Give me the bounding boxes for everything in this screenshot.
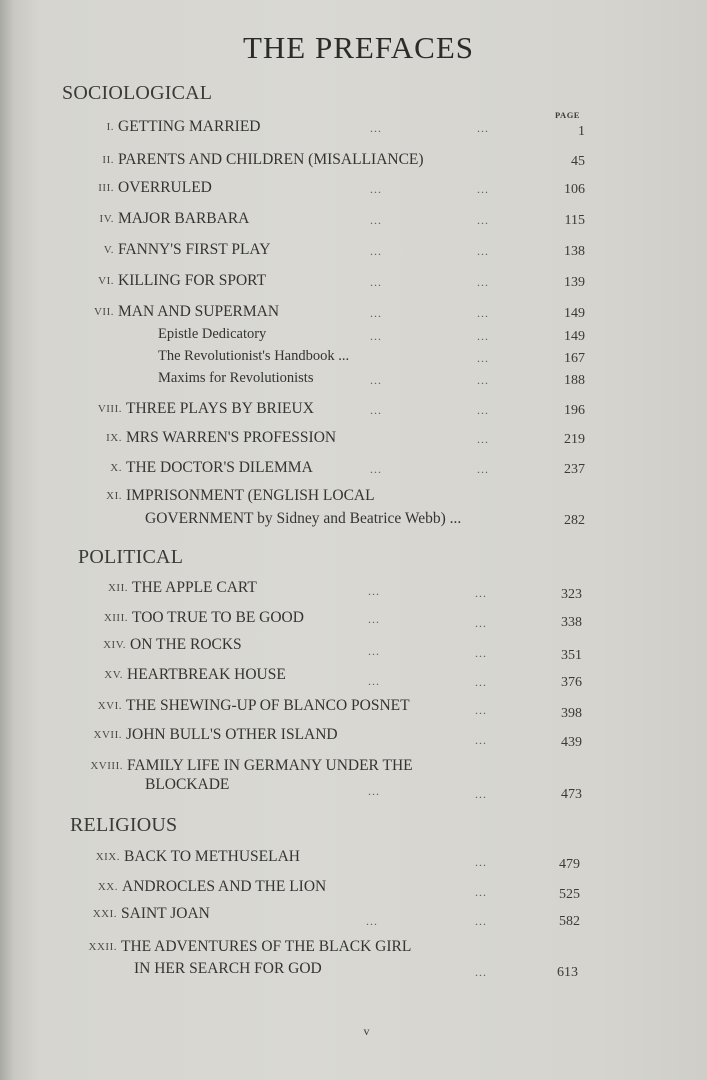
entry-numeral: III. xyxy=(98,182,114,194)
leader-dots: ... xyxy=(477,432,489,446)
toc-entry[interactable] xyxy=(0,487,707,531)
entry-title: HEARTBREAK HOUSE xyxy=(127,666,286,683)
entry-numeral: XVI. xyxy=(97,700,122,712)
entry-title: MAN AND SUPERMAN xyxy=(118,303,280,320)
toc-entry[interactable] xyxy=(0,429,707,451)
subentry-title: The Revolutionist's Handbook ... xyxy=(158,348,350,364)
leader-dots: ... xyxy=(368,612,380,626)
entry-title: KILLING FOR SPORT xyxy=(118,272,267,289)
entry-numeral: VI. xyxy=(98,275,114,287)
leader-dots: ... xyxy=(370,182,382,196)
entry-numeral: XXII. xyxy=(88,941,117,953)
page-title: THE PREFACES xyxy=(242,30,475,65)
toc-entry[interactable] xyxy=(0,459,707,481)
entry-title: PARENTS AND CHILDREN (MISALLIANCE) xyxy=(118,151,424,168)
leader-dots: ... xyxy=(477,306,489,320)
leader-dots: ... xyxy=(475,586,487,600)
entry-title-continued: GOVERNMENT by Sidney and Beatrice Webb) ... xyxy=(145,510,462,527)
leader-dots: ... xyxy=(370,213,382,227)
subentry-title: Maxims for Revolutionists xyxy=(158,370,314,386)
folio-page-number: v xyxy=(363,1024,370,1038)
entry-numeral: XIV. xyxy=(103,639,126,651)
entry-title: THE DOCTOR'S DILEMMA xyxy=(126,459,313,476)
leader-dots: ... xyxy=(475,914,487,928)
entry-numeral: XIX. xyxy=(95,851,120,863)
entry-page-number: 282 xyxy=(564,513,585,528)
entry-title: IMPRISONMENT (ENGLISH LOCAL xyxy=(126,487,375,504)
entry-page-number: 376 xyxy=(561,675,582,690)
entry-numeral: IV. xyxy=(99,213,114,225)
subentry-title: Epistle Dedicatory xyxy=(158,326,267,342)
entry-title: GETTING MARRIED xyxy=(118,118,261,135)
entry-title: OVERRULED xyxy=(118,179,212,196)
leader-dots: ... xyxy=(368,674,380,688)
section-heading-religious: RELIGIOUS xyxy=(70,814,178,836)
toc-entry[interactable] xyxy=(0,848,707,870)
leader-dots: ... xyxy=(475,965,487,979)
entry-title: FAMILY LIFE IN GERMANY UNDER THE xyxy=(127,757,413,774)
entry-title: TOO TRUE TO BE GOOD xyxy=(132,609,304,626)
entry-page-number: 45 xyxy=(571,154,585,169)
entry-title: MAJOR BARBARA xyxy=(118,210,250,227)
leader-dots: ... xyxy=(477,213,489,227)
entry-page-number: 219 xyxy=(564,432,585,447)
toc-entry[interactable] xyxy=(0,697,707,719)
leader-dots: ... xyxy=(477,329,489,343)
entry-title-continued: BLOCKADE xyxy=(145,776,230,793)
leader-dots: ... xyxy=(368,644,380,658)
entry-numeral: XII. xyxy=(107,582,128,594)
entry-numeral: XXI. xyxy=(92,908,117,920)
leader-dots: ... xyxy=(477,373,489,387)
toc-subentry[interactable] xyxy=(0,326,707,348)
leader-dots: ... xyxy=(475,675,487,689)
entry-title-continued: IN HER SEARCH FOR GOD xyxy=(134,960,322,977)
page-column-label: PAGE xyxy=(555,110,580,120)
toc-subentry[interactable] xyxy=(0,348,707,370)
entry-numeral: XVII. xyxy=(93,729,122,741)
entry-page-number: 138 xyxy=(564,244,585,259)
section-heading-political: POLITICAL xyxy=(78,546,184,568)
entry-numeral: XIII. xyxy=(103,612,128,624)
leader-dots: ... xyxy=(370,462,382,476)
toc-entry[interactable] xyxy=(0,757,707,803)
entry-title: SAINT JOAN xyxy=(121,905,210,922)
leader-dots: ... xyxy=(370,244,382,258)
toc-entry[interactable] xyxy=(0,905,707,927)
entry-page-number: 479 xyxy=(559,857,580,872)
toc-entry[interactable] xyxy=(0,636,707,663)
leader-dots: ... xyxy=(477,275,489,289)
subentry-page-number: 167 xyxy=(564,351,585,366)
entry-numeral: XV. xyxy=(104,669,123,681)
leader-dots: ... xyxy=(477,462,489,476)
leader-dots: ... xyxy=(475,703,487,717)
toc-entry[interactable] xyxy=(0,726,707,748)
toc-entry[interactable] xyxy=(0,272,707,294)
leader-dots: ... xyxy=(475,733,487,747)
entry-page-number: 338 xyxy=(561,615,582,630)
toc-entry[interactable] xyxy=(0,179,707,201)
toc-entry[interactable] xyxy=(0,400,707,422)
entry-page-number: 398 xyxy=(561,706,582,721)
entry-numeral: V. xyxy=(103,244,114,256)
entry-page-number: 196 xyxy=(564,403,585,418)
leader-dots: ... xyxy=(477,121,489,135)
entry-page-number: 139 xyxy=(564,275,585,290)
entry-page-number: 439 xyxy=(561,735,582,750)
subentry-page-number: 188 xyxy=(564,373,585,388)
toc-entry[interactable] xyxy=(0,241,707,263)
leader-dots: ... xyxy=(370,275,382,289)
toc-entry[interactable] xyxy=(0,878,707,900)
leader-dots: ... xyxy=(477,351,489,365)
leader-dots: ... xyxy=(366,914,378,928)
leader-dots: ... xyxy=(475,885,487,899)
entry-numeral: XI. xyxy=(106,490,122,502)
toc-subentry[interactable] xyxy=(0,370,707,392)
entry-page-number: 323 xyxy=(561,587,582,602)
entry-page-number: 1 xyxy=(578,124,585,139)
leader-dots: ... xyxy=(475,787,487,801)
entry-title: JOHN BULL'S OTHER ISLAND xyxy=(126,726,338,743)
section-heading-sociological: SOCIOLOGICAL xyxy=(62,82,213,104)
entry-title: THREE PLAYS BY BRIEUX xyxy=(126,400,314,417)
entry-numeral: IX. xyxy=(106,432,122,444)
toc-entry[interactable] xyxy=(0,303,707,325)
leader-dots: ... xyxy=(370,306,382,320)
leader-dots: ... xyxy=(370,329,382,343)
leader-dots: ... xyxy=(477,403,489,417)
toc-entry[interactable] xyxy=(0,151,707,173)
entry-page-number: 613 xyxy=(557,965,578,980)
toc-entry[interactable] xyxy=(0,938,707,984)
entry-numeral: I. xyxy=(106,121,114,133)
entry-numeral: X. xyxy=(110,462,122,474)
subentry-page-number: 149 xyxy=(564,329,585,344)
entry-title: THE SHEWING-UP OF BLANCO POSNET xyxy=(126,697,410,714)
entry-title: FANNY'S FIRST PLAY xyxy=(118,241,271,258)
leader-dots: ... xyxy=(370,121,382,135)
leader-dots: ... xyxy=(475,646,487,660)
entry-title: BACK TO METHUSELAH xyxy=(124,848,300,865)
entry-numeral: VII. xyxy=(93,306,114,318)
entry-numeral: XVIII. xyxy=(90,760,123,772)
entry-page-number: 149 xyxy=(564,306,585,321)
toc-entry[interactable] xyxy=(0,210,707,232)
entry-title: MRS WARREN'S PROFESSION xyxy=(126,429,337,446)
entry-numeral: VIII. xyxy=(97,403,122,415)
toc-entry[interactable] xyxy=(0,666,707,688)
leader-dots: ... xyxy=(370,373,382,387)
toc-entry[interactable] xyxy=(0,118,707,140)
entry-page-number: 351 xyxy=(561,648,582,663)
leader-dots: ... xyxy=(475,855,487,869)
toc-entry[interactable] xyxy=(0,579,707,601)
entry-page-number: 106 xyxy=(564,182,585,197)
entry-numeral: II. xyxy=(102,154,114,166)
entry-title: ANDROCLES AND THE LION xyxy=(122,878,327,895)
entry-page-number: 582 xyxy=(559,914,580,929)
toc-entry[interactable] xyxy=(0,609,707,631)
leader-dots: ... xyxy=(475,616,487,630)
leader-dots: ... xyxy=(368,584,380,598)
entry-page-number: 115 xyxy=(564,213,585,228)
leader-dots: ... xyxy=(368,784,380,798)
entry-title: THE APPLE CART xyxy=(132,579,257,596)
entry-page-number: 525 xyxy=(559,887,580,902)
leader-dots: ... xyxy=(477,244,489,258)
entry-title: ON THE ROCKS xyxy=(130,636,242,653)
entry-page-number: 473 xyxy=(561,787,582,802)
leader-dots: ... xyxy=(370,403,382,417)
leader-dots: ... xyxy=(477,182,489,196)
entry-page-number: 237 xyxy=(564,462,585,477)
entry-title: THE ADVENTURES OF THE BLACK GIRL xyxy=(121,938,412,955)
entry-numeral: XX. xyxy=(97,881,118,893)
